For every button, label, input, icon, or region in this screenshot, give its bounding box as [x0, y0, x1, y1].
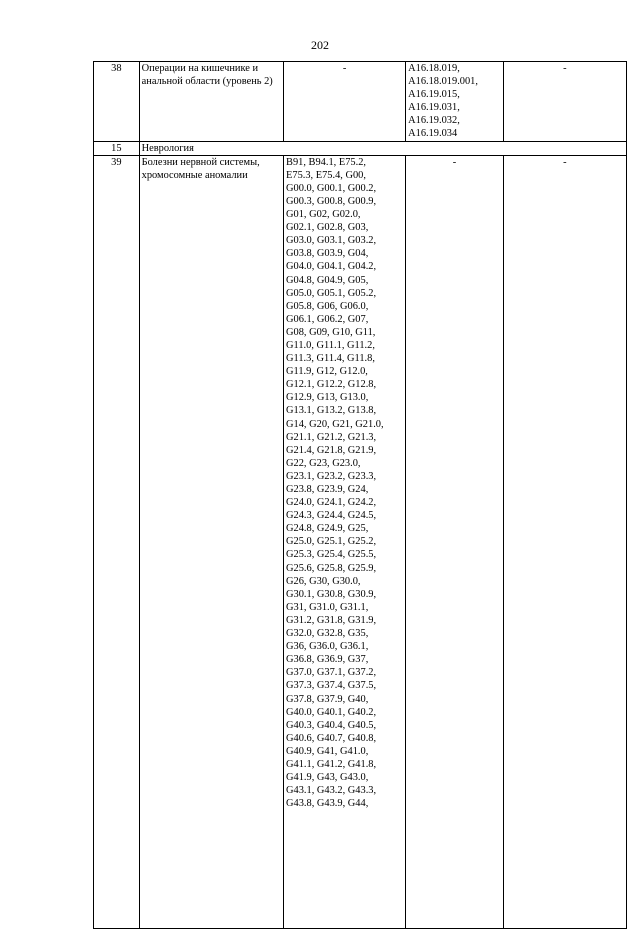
diagnosis-code: G01, G02, G02.0, — [286, 209, 361, 221]
diagnosis-codes-cell — [284, 155, 406, 928]
diagnosis-code: G05.0, G05.1, G05.2, — [286, 287, 377, 299]
classification-table — [93, 61, 627, 929]
service-codes-cell: - — [406, 155, 504, 928]
diagnosis-code: G06.1, G06.2, G07, — [286, 313, 369, 325]
diagnosis-code: G12.9, G13, G13.0, — [286, 392, 369, 404]
diagnosis-code: G12.1, G12.2, G12.8, — [286, 379, 377, 391]
diagnosis-code: G26, G30, G30.0, — [286, 575, 361, 587]
service-code: A16.19.015, — [408, 89, 460, 101]
diagnosis-code: G41.1, G41.2, G41.8, — [286, 758, 377, 770]
service-code: A16.19.032, — [408, 115, 460, 127]
diagnosis-code: G00.3, G00.8, G00.9, — [286, 195, 377, 207]
service-code: A16.18.019, — [408, 63, 460, 74]
diagnosis-code: G24.8, G24.9, G25, — [286, 523, 369, 535]
row-number: 38 — [94, 62, 140, 142]
diagnosis-code: G37.8, G37.9, G40, — [286, 693, 369, 705]
diagnosis-code: B91, B94.1, E75.2, — [286, 156, 366, 168]
section-title: Неврология — [139, 141, 626, 155]
page-number: 202 — [311, 38, 329, 52]
diagnosis-code: G11.3, G11.4, G11.8, — [286, 353, 375, 365]
table-row — [94, 62, 627, 142]
diagnosis-code: G08, G09, G10, G11, — [286, 326, 376, 338]
diagnosis-code: G37.0, G37.1, G37.2, — [286, 667, 377, 679]
extra-cell: - — [503, 62, 626, 142]
diagnosis-code: G36, G36.0, G36.1, — [286, 641, 369, 653]
diagnosis-code: G00.0, G00.1, G00.2, — [286, 182, 377, 194]
diagnosis-code: G02.1, G02.8, G03, — [286, 222, 369, 234]
table-row — [94, 155, 627, 928]
diagnosis-code: G14, G20, G21, G21.0, — [286, 418, 384, 430]
diagnosis-code: G40.3, G40.4, G40.5, — [286, 719, 377, 731]
diagnosis-code: G43.1, G43.2, G43.3, — [286, 785, 377, 797]
diagnosis-code: G05.8, G06, G06.0, — [286, 300, 369, 312]
extra-cell: - — [503, 155, 626, 928]
diagnosis-code: G41.9, G43, G43.0, — [286, 772, 369, 784]
diagnosis-code: G40.9, G41, G41.0, — [286, 745, 369, 757]
row-name: Операции на кишечнике и анальной области (уровень 2) — [139, 62, 283, 142]
diagnosis-code: G37.3, G37.4, G37.5, — [286, 680, 377, 692]
service-codes-cell — [406, 62, 504, 142]
service-code: A16.18.019.001, — [408, 76, 478, 88]
diagnosis-code: G25.3, G25.4, G25.5, — [286, 549, 377, 561]
diagnosis-codes-cell: - — [284, 62, 406, 142]
diagnosis-code: G21.1, G21.2, G21.3, — [286, 431, 377, 443]
service-code: A16.19.034 — [408, 128, 458, 140]
diagnosis-code: G31.2, G31.8, G31.9, — [286, 614, 377, 626]
service-code: A16.19.031, — [408, 102, 460, 114]
section-row — [94, 141, 627, 155]
diagnosis-code: G30.1, G30.8, G30.9, — [286, 588, 377, 600]
diagnosis-code: G43.8, G43.9, G44, — [286, 798, 369, 810]
diagnosis-code: G40.6, G40.7, G40.8, — [286, 732, 377, 744]
diagnosis-code: G03.8, G03.9, G04, — [286, 248, 369, 260]
diagnosis-code: G04.0, G04.1, G04.2, — [286, 261, 377, 273]
diagnosis-code: G36.8, G36.9, G37, — [286, 654, 369, 666]
diagnosis-code: G24.0, G24.1, G24.2, — [286, 497, 377, 509]
diagnosis-code: G40.0, G40.1, G40.2, — [286, 706, 377, 718]
diagnosis-code: G23.1, G23.2, G23.3, — [286, 470, 377, 482]
section-number: 15 — [94, 141, 140, 155]
diagnosis-code: G03.0, G03.1, G03.2, — [286, 235, 377, 247]
diagnosis-code: G25.6, G25.8, G25.9, — [286, 562, 377, 574]
diagnosis-code: G04.8, G04.9, G05, — [286, 274, 369, 286]
diagnosis-code: G11.0, G11.1, G11.2, — [286, 339, 375, 351]
row-name: Болезни нервной системы, хромосомные аномалии — [139, 155, 283, 928]
diagnosis-code: G23.8, G23.9, G24, — [286, 484, 369, 495]
diagnosis-code: G24.3, G24.4, G24.5, — [286, 510, 377, 522]
diagnosis-code: G11.9, G12, G12.0, — [286, 366, 368, 378]
row-number: 39 — [94, 155, 140, 928]
diagnosis-code: G21.4, G21.8, G21.9, — [286, 444, 377, 456]
diagnosis-code: G25.0, G25.1, G25.2, — [286, 536, 377, 548]
diagnosis-code: E75.3, E75.4, G00, — [286, 169, 366, 181]
diagnosis-code: G32.0, G32.8, G35, — [286, 628, 369, 640]
diagnosis-code: G22, G23, G23.0, — [286, 457, 361, 469]
diagnosis-code: G13.1, G13.2, G13.8, — [286, 405, 377, 417]
diagnosis-code: G31, G31.0, G31.1, — [286, 601, 369, 613]
